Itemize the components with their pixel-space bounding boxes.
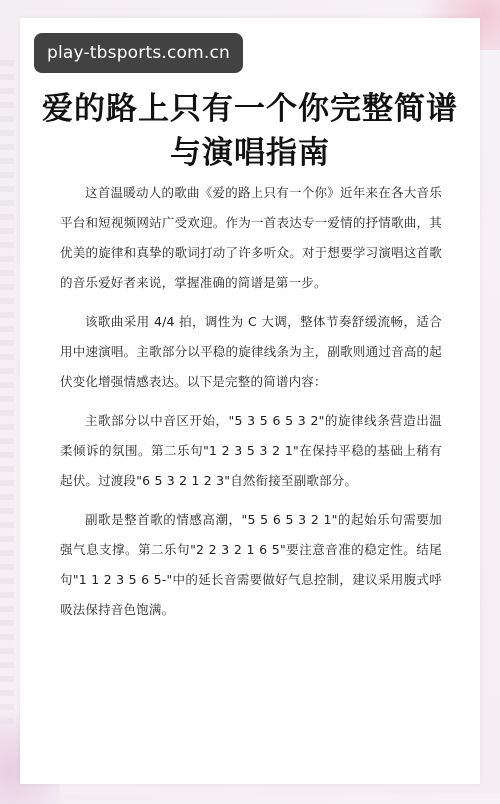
paragraph-verse: 主歌部分以中音区开始，"5 3 5 6 5 3 2"的旋律线条营造出温柔倾诉的氛围。第二乐句"1 2 3 5 3 2 1"在保持平稳的基础上稍有起伏。过渡段"6 5 3 2 1 2 3"自然衔接至副歌部分。: [60, 413, 442, 488]
background-stripes-decoration: [0, 60, 14, 760]
title-line-2: 与演唱指南: [170, 134, 330, 171]
article-title: [20, 87, 480, 175]
article-page: [20, 18, 480, 784]
title-line-1: 爱的路上只有一个你完整简谱: [42, 90, 458, 127]
paragraph-chorus: 副歌是整首歌的情感高潮，"5 5 6 5 3 2 1"的起始乐句需要加强气息支撑。第二乐句"2 2 3 2 1 6 5"要注意音准的稳定性。结尾句"1 1 2 3 5 6 5-"中的延长音需要做好气息控制，建议采用腹式呼吸法保持音色饱满。: [60, 512, 442, 617]
site-watermark: play-tbsports.com.cn: [34, 33, 243, 73]
paragraph-structure: 该歌曲采用 4/4 拍，调性为 C 大调，整体节奏舒缓流畅，适合用中速演唱。主歌部分以平稳的旋律线条为主，副歌则通过音高的起伏变化增强情感表达。以下是完整的简谱内容：: [60, 314, 442, 389]
paragraph-intro: 这首温暖动人的歌曲《爱的路上只有一个你》近年来在各大音乐平台和短视频网站广受欢迎。作为一首表达专一爱情的抒情歌曲，其优美的旋律和真挚的歌词打动了许多听众。对于想要学习演唱这首歌的音乐爱好者来说，掌握准确的简谱是第一步。: [60, 185, 442, 290]
article-body: [60, 178, 442, 634]
